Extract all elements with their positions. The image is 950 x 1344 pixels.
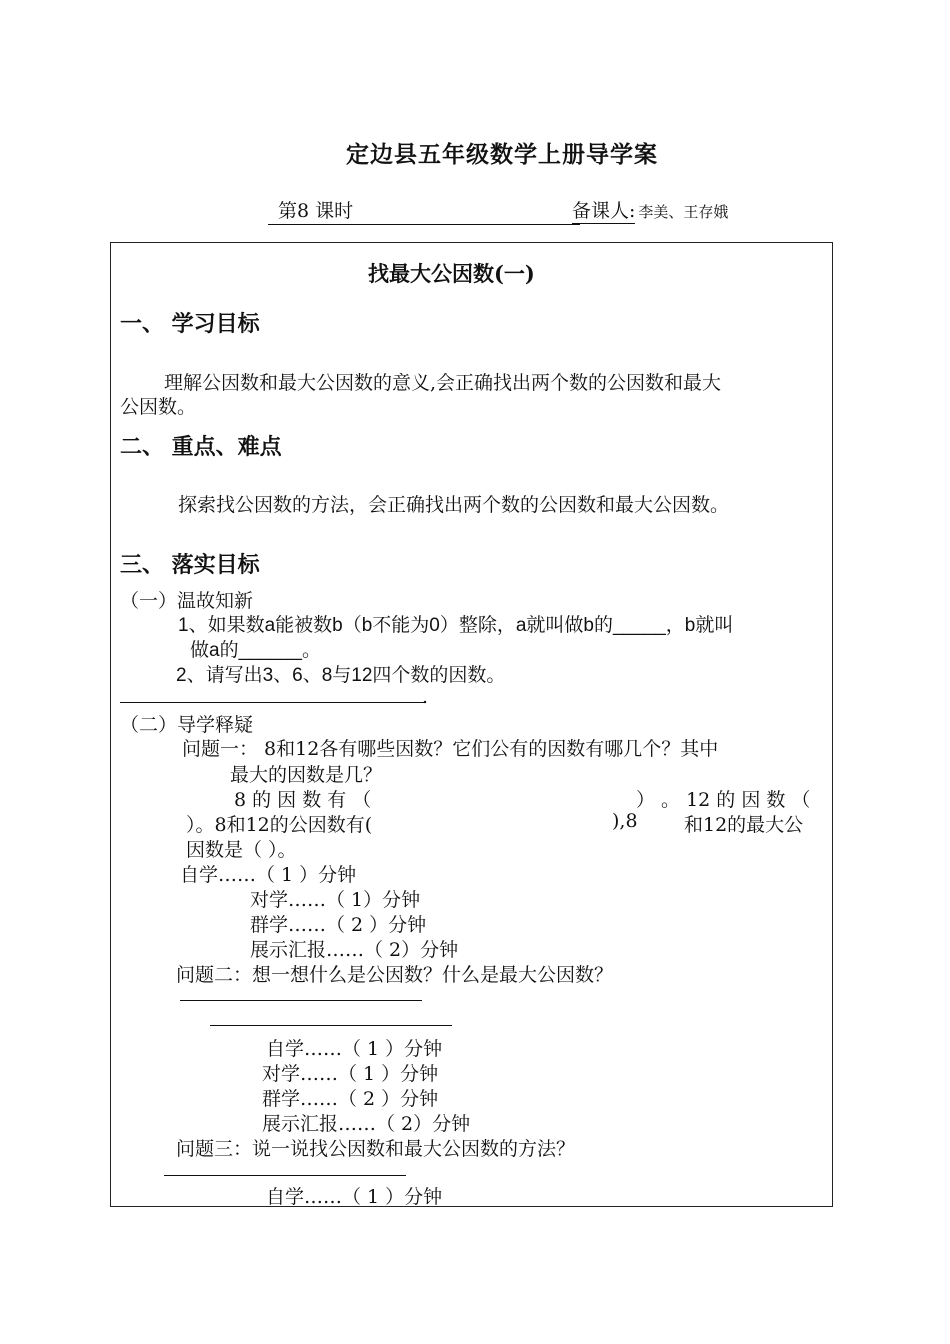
preparer-names: 李美、王存娥 bbox=[638, 203, 729, 221]
problem-1-line1: 问题一： 8和12各有哪些因数？它们公有的因数有哪几个？其中 bbox=[182, 738, 719, 760]
step-group-study: 群学……（ 2 ）分钟 bbox=[262, 1088, 439, 1110]
step-group-study: 群学……（ 2 ）分钟 bbox=[250, 914, 427, 936]
section-practice-heading: 三、 落实目标 bbox=[120, 552, 260, 578]
answer-line-problem-2a bbox=[180, 1000, 422, 1001]
document-title: 定边县五年级数学上册导学案 bbox=[346, 141, 658, 168]
step-pair-study: 对学……（ 1 ）分钟 bbox=[262, 1063, 439, 1085]
problem-3: 问题三：说一说找公因数和最大公因数的方法？ bbox=[176, 1138, 576, 1160]
problem-1-line2: 最大的因数是几？ bbox=[230, 764, 383, 786]
section-key-points-heading: 二、 重点、难点 bbox=[120, 434, 282, 460]
answer-line-review bbox=[120, 702, 426, 703]
review-question-1-line2: 做a的______。 bbox=[190, 640, 321, 661]
preparer bbox=[572, 196, 728, 223]
step-self-study: 自学……（ 1 ）分钟 bbox=[266, 1038, 443, 1060]
section-learning-goals-heading: 一、 学习目标 bbox=[120, 311, 260, 337]
lesson-number bbox=[268, 196, 580, 225]
learning-goals-text-1: 理解公因数和最大公因数的意义,会正确找出两个数的公因数和最大 bbox=[164, 372, 722, 394]
review-label: （一）温故知新 bbox=[120, 590, 254, 612]
answer-line-end-mark: . bbox=[422, 686, 429, 708]
preparer-label: 备课人: bbox=[572, 200, 636, 222]
step-pair-study: 对学……（ 1）分钟 bbox=[250, 889, 421, 911]
fill-gcf: 和12的最大公 bbox=[684, 814, 804, 836]
key-points-text: 探索找公因数的方法，会正确找出两个数的公因数和最大公因数。 bbox=[178, 494, 730, 516]
review-question-1-line1: 1、如果数a能被数b（b不能为0）整除，a就叫做b的_____，b就叫 bbox=[178, 615, 734, 636]
step-presentation: 展示汇报……（ 2）分钟 bbox=[262, 1113, 471, 1135]
fill-gcf-answer: 因数是（ ）。 bbox=[186, 839, 297, 861]
lesson-label: 第8 课时 bbox=[278, 200, 354, 222]
step-self-study: 自学……（ 1 ）分钟 bbox=[266, 1186, 443, 1208]
lesson-title: 找最大公因数(一) bbox=[368, 261, 535, 286]
fill-common-factors-close: ),8 bbox=[612, 810, 638, 832]
fill-common-factors: ）。8和12的公因数有( bbox=[186, 814, 373, 836]
review-question-2: 2、请写出3、6、8与12四个数的因数。 bbox=[176, 665, 506, 686]
problem-2: 问题二：想一想什么是公因数？什么是最大公因数？ bbox=[176, 964, 614, 986]
answer-line-problem-3 bbox=[164, 1175, 406, 1176]
answer-line-problem-2b bbox=[210, 1025, 452, 1026]
learning-goals-text-2: 公因数。 bbox=[120, 396, 197, 418]
step-presentation: 展示汇报……（ 2）分钟 bbox=[250, 939, 459, 961]
fill-12-factors: ） 。 12 的 因 数 （ bbox=[636, 789, 811, 811]
fill-8-factors: 8 的 因 数 有 （ bbox=[234, 789, 372, 811]
step-self-study: 自学……（ 1 ）分钟 bbox=[180, 864, 357, 886]
guided-learning-label: （二）导学释疑 bbox=[120, 714, 254, 736]
